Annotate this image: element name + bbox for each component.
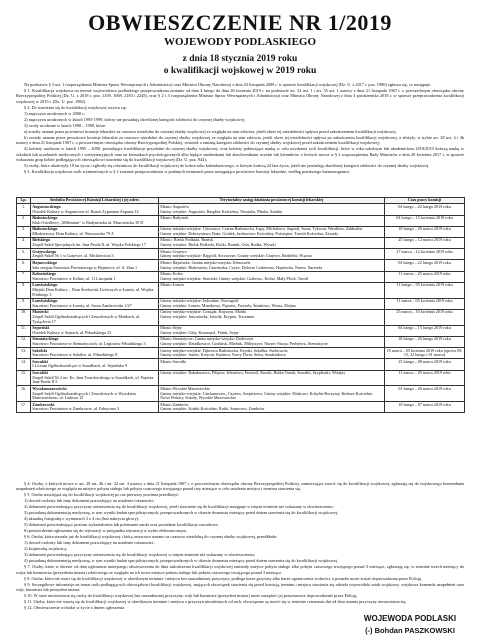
- commission-name: Łomżyńskiego: [32, 298, 58, 304]
- scope-line: Miasto: Bielsk Podlaski, Brańsk: [160, 237, 213, 243]
- scope-line: Gminy miejsko-wiejskie: Choroszcz, Czarna Białostocka, Łapy, Michałowo, Supraśl, Suraż, Tykocin, Wasilków, Zabłudów: [160, 226, 363, 232]
- territorial-scope-cell: [159, 271, 385, 282]
- intro-paragraph: § 3. Kwalifikacja wojskowa osób wymienionych w § 2 zostanie przeprowadzona w podanych terminach przez następujące powiatowe komisje lekarskie, według poniższego harmonogramu:: [24, 169, 350, 175]
- scope-line: Miasto Białystok: [160, 215, 189, 221]
- row-number: 7.: [17, 271, 31, 282]
- commission-seat-cell: [31, 226, 159, 237]
- closing-paragraph: § 4. Osoby, o których mowa w art. 28 ust. 4b i art. 32 ust. 4 ustawy z dnia 21 listopada 1967 r. o powszechnym obowiązku obrony Rzeczypospolitej Polskiej, zamierzające stawić się do kwalifikacji wojskowej, zgłaszają się do wojskowego komendanta uzupełnień właściwego ze względu na miejsce pobytu stałego lub pobytu czasowego trwającego ponad trzy miesiące w celu ustalenia miejsca i terminu stawienia się.: [16, 481, 464, 492]
- row-number: 2.: [17, 215, 31, 226]
- territorial-scope-cell: [159, 325, 385, 336]
- scope-line: Miasto Kolno: [160, 271, 183, 276]
- table-row: [17, 359, 465, 370]
- commission-name: Zambrowski: [32, 401, 55, 407]
- scope-line: Gminy miejsko-wiejskie: Goniądz, Knyszyn, Mońki: [160, 309, 247, 315]
- table-row: [17, 309, 465, 325]
- commission-address: Starostwo Powiatowe w Kolnie, ul. 11 Listopada 1: [32, 275, 116, 281]
- commission-seat-cell: [31, 282, 159, 298]
- scope-line: Gminy wiejskie: Bielsk Podlaski, Boćki, Brańsk, Orla, Rudka, Wyszki: [160, 242, 276, 248]
- row-number: 1.: [17, 204, 31, 215]
- work-period-cell: 01 lutego – 26 marca 2019 roku: [385, 386, 465, 402]
- table-row: [17, 325, 465, 336]
- table-row: [17, 298, 465, 309]
- signature-name: (-) Bohdan PASZKOWSKI: [365, 626, 455, 635]
- row-number: 12.: [17, 336, 31, 347]
- commission-address: Starostwo Powiatowe w Sokółce, ul. Piłsudskiego 8: [32, 352, 118, 358]
- territorial-scope-cell: [159, 226, 385, 237]
- intro-paragraph: § 2. Do stawienia się do kwalifikacji wojskowej wzywa się:: [24, 104, 127, 110]
- row-number: 8.: [17, 282, 31, 298]
- closing-paragraph: 3) dokument potwierdzający przyczyny niestawienia się do kwalifikacji wojskowej w innym terminie niż wskazany w obwieszczeniu;: [24, 552, 255, 558]
- closing-paragraph: § 12. Obwieszczenie wchodzi w życie z dniem ogłoszenia.: [24, 605, 125, 611]
- row-number: 4.: [17, 238, 31, 249]
- commission-seat-cell: [31, 359, 159, 370]
- row-number: 17.: [17, 402, 31, 413]
- commission-seat-cell: [31, 348, 159, 359]
- commission-name: Łomżyńskiego: [32, 282, 58, 288]
- scope-line: Gminy miejsko-wiejskie: Stawiski; Gminy wiejskie: Grabowo, Kolno, Mały Płock, Turośl: [160, 275, 309, 281]
- commission-seat-cell: [31, 238, 159, 249]
- commission-address: Zespół Szkół Nr 1 w Grajewie, ul. Mickiewicza 3: [32, 253, 114, 259]
- territorial-scope-cell: [159, 336, 385, 347]
- territorial-scope-cell: [159, 359, 385, 370]
- work-period-cell: 25 lutego – 08 marca 2019 roku: [385, 359, 465, 370]
- scope-line: Gminy miejsko-wiejskie: Ciechanowiec, Czyżew, Szepietowo; Gminy wiejskie: Klukowo, Kobylin-Borzymy, Kulesze Kościelne, Nowe Piekuty, Sokoły, Wysokie Mazowieckie: [160, 390, 374, 401]
- commission-name: Sejneński: [32, 325, 50, 331]
- commission-name: Białostockiego: [32, 226, 58, 232]
- scope-line: Miasto Wysokie Mazowieckie: [160, 385, 210, 391]
- commission-address: Zespół Szkół Nr 2 im. Ks. Jana Twardowskiego w Suwałkach, ul. Papieża Jana Pawła II 5: [32, 374, 154, 385]
- closing-paragraph: § 8. Osoba, która nie stawi się do kwalifikacji wojskowej w określonym terminie i miejscu bez uzasadnionej przyczyny, podlega karze grzywny albo karze ograniczenia wolności, a ponadto może zostać doprowadzona przez Policję.: [24, 575, 423, 581]
- scope-line: Miasto Augustów: [160, 203, 190, 209]
- territorial-scope-cell: [159, 215, 385, 226]
- row-number: 10.: [17, 309, 31, 325]
- territorial-scope-cell: [159, 309, 385, 325]
- scope-line: Gminy wiejskie: Dziadkowice, Grodzisk, Mielnik, Milejczyce, Nurzec-Stacja, Perlejewo, Siemiatycze: [160, 341, 328, 347]
- closing-paragraph: 5) dokument potwierdzający poziom wykształcenia lub pobieranie nauki oraz posiadane kwalifikacje zawodowe;: [24, 522, 219, 528]
- row-number: 6.: [17, 260, 31, 271]
- commission-name: Hajnowskiego: [32, 259, 57, 265]
- commission-name: Bielskiego: [32, 237, 50, 243]
- scope-line: Miasto Zambrów: [160, 401, 189, 407]
- row-number: 9.: [17, 298, 31, 309]
- commission-name: Suwalski: [32, 358, 48, 364]
- scope-line: Gminy wiejskie: Kołaki Kościelne, Rutki, Szumowo, Zambrów: [160, 406, 265, 412]
- closing-paragraph: § 9. Szczegółowe informacje na temat osób podlegających obowiązkowi kwalifikacji wojskowej, mających obowiązek stawienia się przed komisją, terminu i miejsca stawienia się udziela wojewódzki sztab wojskowy, wojskowa komenda uzupełnień oraz wójt, burmistrz lub prezydent miasta.: [16, 581, 464, 593]
- closing-paragraph: 3) posiadaną dokumentację medyczną, w tym wyniki badań specjalistycznych, przeprowadzonych w okresie dwunastu miesięcy przed dniem stawienia się do kwalifikacji wojskowej;: [24, 510, 339, 516]
- scope-line: Gminy miejsko-wiejskie: Jedwabne, Nowogród: [160, 298, 239, 304]
- closing-paragraph: § 11. Osoby, które nie stawią się do kwalifikacji wojskowej w określonym terminie i miejscu z przyczyn niezależnych od nich, obowiązane są stawić się w terminie czternastu dni od dnia ustania przyczyny niestawienia się.: [24, 599, 407, 605]
- commission-address: Ośrodek Kultury w Sejnach, ul. Piłsudskiego 23: [32, 329, 112, 335]
- table-row: [17, 215, 465, 226]
- scope-line: Gminy wiejskie: Jasionówka, Jaświły, Krypno, Trzcianne: [160, 313, 255, 319]
- commission-name: Suwalski: [32, 369, 48, 375]
- closing-paragraph: 1) dowód osobisty lub inny dokument pozwalający na ustalenie tożsamości;: [24, 498, 155, 504]
- scope-line: Gminy wiejskie: Łomża, Miastkowo, Piątnica, Przytuły, Śniadowo, Wizna, Zbójna: [160, 302, 296, 308]
- row-number: 15.: [17, 370, 31, 386]
- table-row: [17, 386, 465, 402]
- commission-address: Zespół Szkół Specjalnych im. Jana Pawła II, ul. Wojska Polskiego 17: [32, 242, 146, 248]
- commission-address: Klub Osiedlowy „Millenium” w Białymstoku ul. Mazowiecka 39 D: [32, 219, 144, 225]
- commission-seat-cell: [31, 309, 159, 325]
- table-row: [17, 238, 465, 249]
- notice-issuer: WOJEWODY PODLASKIEGO: [163, 36, 317, 48]
- scope-line: Miasto Siemiatycze; Gmina miejsko-wiejska: Drohiczyn: [160, 336, 254, 342]
- work-period-cell: 04 lutego – 22 lutego 2019 roku: [385, 204, 465, 215]
- territorial-scope-cell: [159, 348, 385, 359]
- territorial-scope-cell: [159, 386, 385, 402]
- scope-line: Gminy miejsko-wiejskie: Dąbrowa Białostocka, Krynki, Sokółka, Suchowola: [160, 347, 288, 353]
- commission-name: Sokólski: [32, 347, 47, 353]
- closing-paragraph: § 6. Osoba, która stawała już do kwalifikacji wojskowej i którą ustawowo uznano za czasowo niezdolną do czynnej służby wojskowej, przedkłada:: [24, 534, 278, 540]
- table-row: [17, 348, 465, 359]
- schedule-body: [17, 204, 465, 413]
- work-period-cell: 18 lutego – 26 marca 2019 roku: [385, 226, 465, 237]
- work-period-cell: 18 lutego – 07 marca 2019 roku: [385, 402, 465, 413]
- commission-seat-cell: [31, 336, 159, 347]
- work-period-cell: 25 marca – 10 kwietnia 2019 roku: [385, 309, 465, 325]
- commission-address: Zespół Szkół Ogólnokształcących i Zawodowych w Mońkach, ul. Tysiąclecia 17: [32, 313, 141, 324]
- intro-paragraph: § 1. Kwalifikacja wojskowa na terenie województwa podlaskiego przeprowadzona zostanie od dnia 4 lutego do dnia 26 kwietnia 2019 r. na podstawie art. 32 ust. 1 i art. 35 ust. 1 ustawy z dnia 21 listopada 1967 r. o powszechnym obowiązku obrony Rzeczypospolitej Polskiej (Dz. U. z 2018 r. poz. 1459, 1669, 2183 i 2245), oraz § 2 i 3 rozporządzenia Ministra Spraw Wewnętrznych i Administracji oraz Ministra Obrony Narodowej z dnia 4 października 2018 r. w sprawie przeprowadzenia kwalifikacji wojskowej w 2019 r. (Dz. U. poz. 1982).: [16, 88, 464, 104]
- table-row: [17, 204, 465, 215]
- intro-paragraph: a) zostały uznane przez powiatowe komisje lekarskie za czasowo niezdolne do czynnej służby wojskowej ze względu na stan zdrowia, jeżeli okres tej niezdolności upływa przed zakończeniem kwalifikacji wojskowej,: [24, 128, 397, 134]
- commission-seat-cell: [31, 271, 159, 282]
- scope-line: Miasto Suwałki: [160, 358, 187, 364]
- work-period-cell: 11 marca – 25 marca 2019 roku: [385, 271, 465, 282]
- intro-paragraph: Na podstawie § 3 ust. 1 rozporządzenia Ministra Spraw Wewnętrznych i Administracji oraz Ministra Obrony Narodowej z dnia 23 listopada 2009 r. w sprawie kwalifikacji wojskowej (Dz. U. z 2017 r. poz. 1980) ogłasza się, co następuje:: [24, 82, 432, 87]
- closing-paragraph: 1) dowód osobisty lub inny dokument pozwalający na ustalenie tożsamości;: [24, 540, 155, 546]
- territorial-scope-cell: [159, 298, 385, 309]
- row-number: 3.: [17, 226, 31, 237]
- commission-seat-cell: [31, 325, 159, 336]
- header-work-period: Czas pracy komisji: [385, 198, 465, 204]
- commission-address: I Liceum Ogólnokształcące w Suwałkach, ul. Sejneńska 9: [32, 363, 128, 369]
- notice-subject: o kwalifikacji wojskowej w 2019 roku: [163, 66, 317, 76]
- row-number: 16.: [17, 386, 31, 402]
- commission-address: Starostwo Powiatowe w Zambrowie, ul. Fabryczna 3: [32, 406, 120, 412]
- commission-seat-cell: [31, 386, 159, 402]
- commission-address: Starostwo Powiatowe w Łomży, ul. Szosa Zambrowska 1/27: [32, 302, 132, 308]
- commission-seat-cell: [31, 260, 159, 271]
- closing-text: [16, 481, 464, 611]
- table-row: [17, 370, 465, 386]
- work-period-cell: 27 marca – 12 kwietnia 2019 roku: [385, 249, 465, 260]
- commission-address: Sala sesyjna Starostwa Powiatowego w Hajnówce, ul. A. Zina 1: [32, 264, 138, 270]
- work-period-cell: 18 lutego – 26 lutego 2019 roku: [385, 336, 465, 347]
- territorial-scope-cell: [159, 204, 385, 215]
- work-period-cell: 04 lutego – 15 lutego 2019 roku: [385, 325, 465, 336]
- table-row: [17, 271, 465, 282]
- row-number: 5.: [17, 249, 31, 260]
- scope-line: Gminy wiejskie: Augustów, Bargłów Kościelny, Nowinka, Płaska, Sztabin: [160, 208, 283, 214]
- commission-seat-cell: [31, 298, 159, 309]
- intro-paragraph: 2) mężczyzn urodzonych w latach 1995-1999, którzy nie posiadają określonej kategorii zdolności do czynnej służby wojskowej;: [24, 116, 245, 122]
- scope-line: Gminy wiejskie: Dobrzyniewo Duże, Gródek, Juchnowiec Kościelny, Poświętne, Turośń Kościelna, Zawady: [160, 230, 339, 236]
- commission-address: Starostwo Powiatowe w Siemiatyczach, ul. Legionów Piłsudskiego 3: [32, 341, 146, 347]
- commission-seat-cell: [31, 249, 159, 260]
- header-territorial-scope: Terytorialny zasięg działania powiatowej komisji lekarskiej: [159, 198, 385, 204]
- scope-line: Gminy miejsko-wiejskie: Rajgród, Szczuczyn; Gminy wiejskie: Grajewo, Radziłów, Wąsosz: [160, 253, 313, 259]
- commission-address: Młodzieżowy Dom Kultury, ul. Warszawska 79 A: [32, 230, 114, 236]
- table-row: [17, 249, 465, 260]
- header-lp: Lp.: [17, 198, 31, 204]
- intro-paragraph: 5) osoby, które ukończyły 18 lat życia i zgłosiły się ochotniczo do kwalifikacji wojskowej do końca roku kalendarzowego, w którym kończą 24 lata życia, jeżeli nie posiadają określonej kategorii zdolności do czynnej służby wojskowej.: [24, 163, 430, 169]
- work-period-cell: 04 lutego – 15 kwietnia 2019 roku: [385, 215, 465, 226]
- intro-paragraph: 3) osoby urodzone w latach 1998 – 1999, które:: [24, 122, 107, 128]
- table-row: [17, 402, 465, 413]
- closing-paragraph: 6) potwierdzenie zgłoszenia się do rejestracji w przypadku rejestracji w trybie elektronicznym.: [24, 528, 187, 534]
- signature-block: [350, 614, 470, 635]
- closing-paragraph: 4) aktualną fotografię o wymiarach 3 x 4 cm (bez nakrycia głowy);: [24, 516, 140, 522]
- work-period-cell: 11 marca – 05 kwietnia 2019 roku: [385, 298, 465, 309]
- intro-paragraph: b) zostały uznane przez powiatowe komisje lekarskie za czasowo niezdolne do czynnej służby wojskowej ze względu na stan zdrowia, jeżeli okres tej niezdolności upływa po zakończeniu kwalifikacji wojskowej, a złożyły, w trybie art. 28 ust. 4 i 4b ustawy z dnia 21 listopada 1967 r. o powszechnym obowiązku obrony Rzeczypospolitej Polskiej, wniosek o zmianę kategorii zdolności do czynnej służby wojskowej przed zakończeniem kwalifikacji wojskowej;: [16, 134, 464, 146]
- commission-seat-cell: [31, 370, 159, 386]
- commission-name: Wysokomazowiecki: [32, 385, 67, 391]
- commission-seat-cell: [31, 215, 159, 226]
- commission-address: Ośrodek Kultury w Augustowie ul. Rynek Zygmunta Augusta 12: [32, 208, 139, 214]
- scope-line: Gminy wiejskie: Giby, Krasnopol, Puńsk, Sejny: [160, 329, 239, 335]
- table-row: [17, 336, 465, 347]
- scope-line: Miasto Sejny: [160, 325, 182, 331]
- table-row: [17, 260, 465, 271]
- scope-line: Miasto Grajewo: [160, 248, 187, 254]
- work-period-cell: 11 lutego – 05 kwietnia 2019 roku: [385, 282, 465, 298]
- scope-line: Gminy wiejskie: Białowieża, Czeremcha, Czyże, Dubicze Cerkiewne, Hajnówka, Narew, Narewka: [160, 264, 323, 270]
- work-period-cell: 11 marca – 29 marca 2019 roku: [385, 370, 465, 386]
- commission-name: Moniecki: [32, 309, 49, 315]
- scope-line: Gminy wiejskie: Bakałarzewo, Filipów, Jeleniewo, Przerośl, Raczki, Rutka-Tartak, Suwałki, Szypliszki, Wiżajny: [160, 369, 346, 375]
- commission-name: Siemiatyckiego: [32, 336, 59, 342]
- commission-name: Grajewskiego: [32, 248, 57, 254]
- territorial-scope-cell: [159, 238, 385, 249]
- commission-address: Zespół Szkół Ogólnokształcących i Zawodowych w Wysokiem Mazowieckiem, ul. Ludowa 15: [32, 390, 136, 401]
- row-number: 14.: [17, 359, 31, 370]
- notice-title: OBWIESZCZENIE NR 1/2019: [88, 10, 392, 35]
- schedule-table: [16, 197, 465, 413]
- table-row: [17, 282, 465, 298]
- closing-paragraph: § 10. W razie niestawienia się osoby do kwalifikacji wojskowej bez uzasadnionej przyczyny, wójt lub burmistrz (prezydent miasta) może zarządzić jej przymusowe doprowadzenie przez Policję.: [24, 593, 358, 599]
- territorial-scope-cell: [159, 260, 385, 271]
- closing-paragraph: 2) książeczkę wojskową;: [24, 546, 67, 552]
- intro-paragraph: 1) mężczyzn urodzonych w 2000 r.;: [24, 110, 86, 116]
- commission-seat-cell: [31, 402, 159, 413]
- closing-paragraph: 4) posiadaną dokumentację medyczną, w tym wyniki badań specjalistycznych, przeprowadzonych w okresie dwunastu miesięcy przed dniem stawienia się do kwalifikacji wojskowej.: [24, 558, 338, 564]
- closing-paragraph: 2) dokument potwierdzający przyczyny niestawienia się do kwalifikacji wojskowej, jeżeli stawienie się do kwalifikacji następuje w innym terminie niż wskazany w obwieszczeniu;: [24, 504, 334, 510]
- commission-name: Augustowskiego: [32, 203, 61, 209]
- header-commission-seat: Siedziba Powiatowej Komisji Lekarskiej i jej adres: [31, 198, 159, 204]
- notice-date: z dnia 18 stycznia 2019 roku: [182, 54, 298, 64]
- intro-text: [16, 82, 464, 175]
- territorial-scope-cell: [159, 282, 385, 298]
- work-period-cell: 18 marca – 05 kwietnia 2019 roku (oprócz 08, 15, 22 lutego i 01 marca): [385, 348, 465, 359]
- closing-paragraph: § 7. Osoby, które w okresie od dnia ogłoszenia niniejszego obwieszczenia do dnia zakończenia kwalifikacji wojskowej zmieniły miejsce pobytu stałego albo pobytu czasowego trwającego ponad 3 miesiące, zgłaszają się, w terminie trzech miesięcy do wójta lub burmistrza (prezydenta miasta) właściwego ze względu na ich nowe miejsce pobytu stałego lub pobytu czasowego trwającego ponad 3 miesiące.: [16, 564, 464, 575]
- commission-seat-cell: [31, 204, 159, 215]
- commission-name: Białostockiego: [32, 215, 58, 221]
- commission-name: Kolneńskiego: [32, 271, 56, 276]
- commission-address: Miejski Dom Kultury – Dom Środowisk Twórczych w Łomży, ul. Wojska Polskiego 3: [32, 286, 154, 297]
- scope-line: Miasto Hajnówka; Gmina miejsko-wiejska: Kleszczele: [160, 259, 251, 265]
- table-row: [17, 226, 465, 237]
- row-number: 11.: [17, 325, 31, 336]
- territorial-scope-cell: [159, 249, 385, 260]
- work-period-cell: 25 lutego – 12 marca 2019 roku: [385, 238, 465, 249]
- territorial-scope-cell: [159, 370, 385, 386]
- signature-role: WOJEWODA PODLASKI: [363, 614, 457, 623]
- work-period-cell: 04 lutego – 22 lutego 2019 roku: [385, 260, 465, 271]
- row-number: 13.: [17, 348, 31, 359]
- scope-line: Gminy wiejskie: Janów, Korycin, Kuźnica, Nowy Dwór, Sidra, Szudziałowo: [160, 352, 286, 358]
- intro-paragraph: 4) kobiety urodzone w latach 1995 – 2000, posiadające kwalifikacje przydatne do czynnej służby wojskowej, oraz kobiety pobierające naukę w celu uzyskania tych kwalifikacji, które w roku szkolnym lub akademickim 2018/2019 kończą naukę w szkołach lub uczelniach medycznych i weterynaryjnych oraz na kierunkach psychologicznych albo będące studentkami lub absolwentkami uczelni lub kierunków, o których mowa w § 2 rozporządzenia Rady Ministrów z dnia 28 kwietnia 2017 r. w sprawie wskazania grup kobiet podlegających obowiązkowi stawienia się do kwalifikacji wojskowej (Dz. U. poz. 944);: [16, 146, 464, 163]
- scope-line: Miasto Łomża: [160, 282, 184, 288]
- territorial-scope-cell: [159, 402, 385, 413]
- closing-paragraph: § 5. Osoba stawiająca się do kwalifikacji wojskowej po raz pierwszy powinna przedłożyć:: [24, 492, 180, 498]
